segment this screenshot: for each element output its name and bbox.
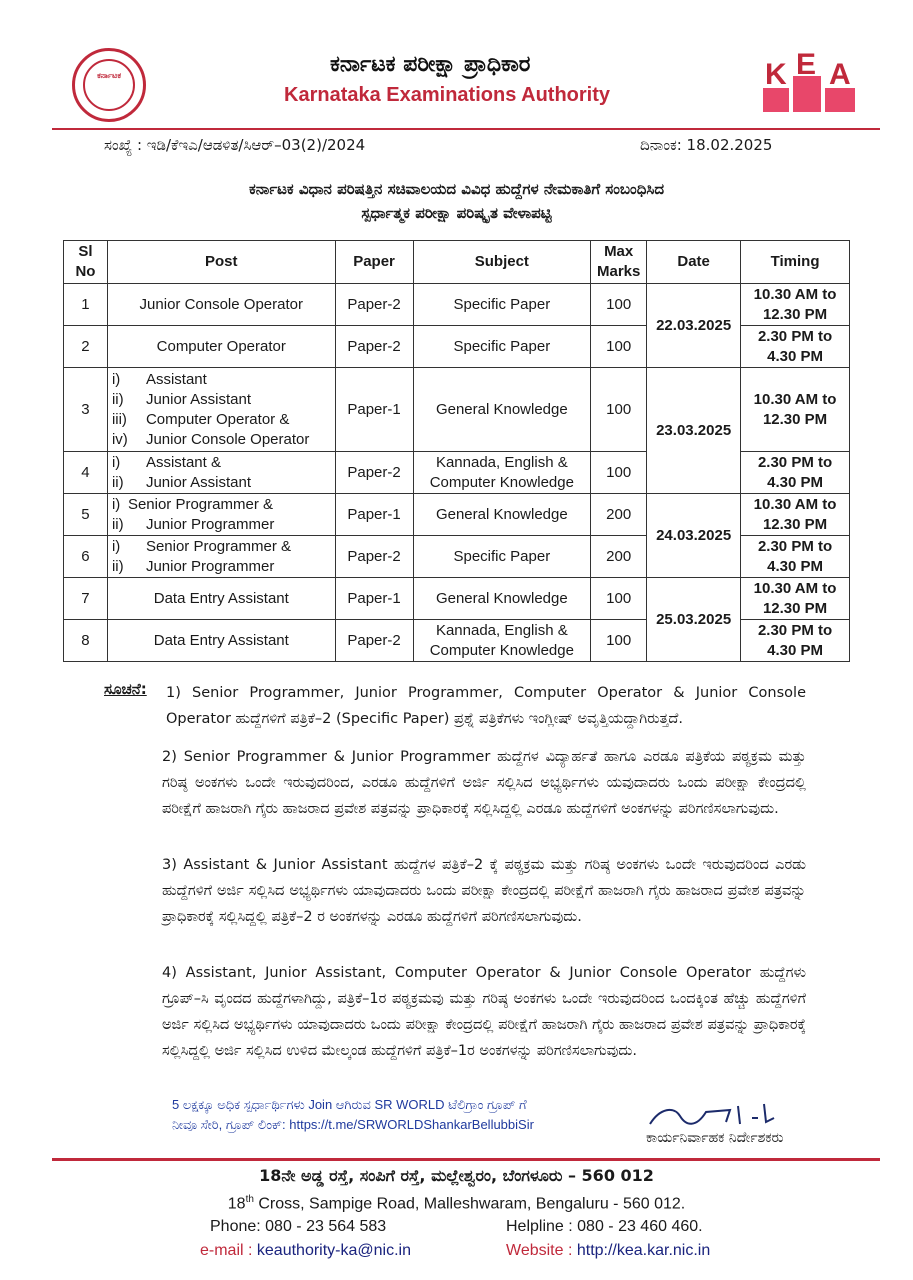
signatory-designation: ಕಾರ್ಯನಿರ್ವಾಹಕ ನಿರ್ದೇಶಕರು — [646, 1130, 784, 1146]
authority-title-kannada: ಕರ್ನಾಟಕ ಪರೀಕ್ಷಾ ಪ್ರಾಧಿಕಾರ — [330, 52, 531, 77]
table-row — [64, 368, 850, 452]
kea-logo — [763, 48, 855, 114]
table-row — [64, 284, 850, 326]
government-seal — [72, 48, 146, 122]
cell-post: Data Entry Assistant — [107, 578, 335, 620]
promo-line-1: 5 ಲಕ್ಷಕ್ಕೂ ಅಧಿಕ ಸ್ಪರ್ಧಾರ್ಥಿಗಳು Join ಆಗಿರುವ SR WORLD ಟೆಲಿಗ್ರಾಂ ಗ್ರೂಪ್ ಗೆ — [172, 1097, 527, 1112]
post-item-number: ii) — [111, 473, 124, 491]
logo-letter-a: A — [829, 58, 851, 91]
cell-marks: 100 — [591, 284, 647, 326]
cell-post — [107, 452, 335, 494]
post-item-number: ii) — [111, 557, 124, 575]
telegram-promo — [172, 1095, 642, 1135]
cell-sl: 6 — [64, 536, 108, 578]
cell-date: 24.03.2025 — [647, 494, 741, 578]
note-2-text: 2) Senior Programmer & Junior Programmer ಹುದ್ದೆಗಳ ವಿದ್ಯಾರ್ಹತೆ ಹಾಗೂ ಎರಡೂ ಪತ್ರಿಕೆಯ ಪಠ್ಯಕ್ರಮ ಮತ್ತು ಗರಿಷ್ಠ ಅಂಕಗಳು ಒಂದೇ ಇರುವುದರಿಂದ, ಎರಡೂ ಹುದ್ದೆಗಳಿಗೆ ಅರ್ಜಿ ಸಲ್ಲಿಸಿದ ಅಭ್ಯರ್ಥಿಗಳು ಯವುದಾದರು ಒಂದು ಪರೀಕ್ಷಾ ಕೇಂದ್ರದಲ್ಲಿ ಪರೀಕ್ಷೆಗೆ ಹಾಜರಾಗಿ ಗೈರು ಹಾಜರಾದ ಪ್ರವೇಶ ಪತ್ರವನ್ನು ಪ್ರಾಧಿಕಾರಕ್ಕೆ ಸಲ್ಲಿಸಿದ್ದಲ್ಲಿ ಎರಡೂ ಹುದ್ದೆಗಳಿಗೆ ಅಂಕಗಳನ್ನು ಪರಿಗಣಿಸಲಾಗುವುದು. — [162, 749, 806, 817]
email-link[interactable]: keauthority-ka@nic.in — [256, 1242, 411, 1259]
note-1-text: 1) Senior Programmer, Junior Programmer, Computer Operator & Junior Console Operator ಹುದ್ದೆಗಳಿಗೆ ಪತ್ರಿಕೆ–2 (Specific Paper) ಪ್ರಶ್ನೆ ಪತ್ರಿಕೆಗಳು ಇಂಗ್ಲೀಷ್ ಅವೃತ್ತಿಯದ್ದಾಗಿರುತ್ತದೆ. — [166, 685, 806, 727]
cell-sl: 8 — [64, 620, 108, 662]
seal-text: ಕರ್ನಾಟಕ — [97, 71, 121, 80]
cell-marks: 100 — [591, 452, 647, 494]
cell-date: 22.03.2025 — [647, 284, 741, 368]
logo-letter-k: K — [765, 58, 787, 91]
cell-marks: 100 — [591, 326, 647, 368]
post-item-text: Junior Assistant — [145, 390, 251, 408]
note-3-text: 3) Assistant & Junior Assistant ಹುದ್ದೆಗಳ ಪತ್ರಿಕೆ–2 ಕ್ಕೆ ಪಠ್ಯಕ್ರಮ ಮತ್ತು ಗರಿಷ್ಠ ಅಂಕಗಳು ಒಂದೇ ಇರುವುದರಿಂದ ಎರಡು ಹುದ್ದೆಗಳಿಗೆ ಅರ್ಜಿ ಸಲ್ಲಿಸಿದ ಅಭ್ಯರ್ಥಿಗಳು ಯಾವುದಾದರು ಒಂದು ಪರೀಕ್ಷಾ ಕೇಂದ್ರದಲ್ಲಿ ಪರೀಕ್ಷೆಗೆ ಹಾಜರಾಗಿ ಗೈರು ಹಾಜರಾದ ಪ್ರವೇಶ ಪತ್ರವನ್ನು ಪ್ರಾಧಿಕಾರಕ್ಕೆ ಸಲ್ಲಿಸಿದ್ದಲ್ಲಿ ಪತ್ರಿಕೆ–2 ರ ಅಂಕಗಳನ್ನು ಎರಡೂ ಹುದ್ದೆಗಳಿಗೆ ಪರಿಗಣಿಸಲಾಗುವುದು. — [162, 857, 806, 925]
post-item-text: Senior Programmer & — [127, 495, 273, 513]
header-paper: Paper — [335, 241, 413, 284]
reference-number: ಸಂಖ್ಯೆ : ಇಡಿ/ಕೆಇಎ/ಆಡಳಿತ/ಸಿಆರ್–03(2)/2024 — [104, 136, 366, 154]
cell-post — [107, 494, 335, 536]
document-date: ದಿನಾಂಕ: 18.02.2025 — [640, 136, 773, 154]
cell-sl: 1 — [64, 284, 108, 326]
address-ordinal: th — [245, 1194, 254, 1205]
address-number: 18 — [227, 1195, 246, 1213]
note-2 — [162, 744, 806, 822]
cell-subject: General Knowledge — [413, 368, 591, 452]
table-row — [64, 578, 850, 620]
post-item-number: ii) — [111, 515, 124, 533]
website-line — [506, 1242, 710, 1260]
post-item-number: iv) — [111, 430, 128, 448]
post-item-text: Junior Assistant — [145, 473, 251, 491]
footer-divider — [52, 1158, 880, 1161]
cell-subject: Kannada, English & Computer Knowledge — [413, 620, 591, 662]
header-timing: Timing — [741, 241, 850, 284]
header-subject: Subject — [413, 241, 591, 284]
cell-sl: 5 — [64, 494, 108, 536]
post-item-text: Assistant & — [145, 453, 221, 471]
cell-paper: Paper-2 — [335, 452, 413, 494]
post-item-text: Senior Programmer & — [145, 537, 291, 555]
cell-timing: 10.30 AM to 12.30 PM — [741, 578, 850, 620]
header-date: Date — [647, 241, 741, 284]
subject-line-2: ಸ್ಪರ್ಧಾತ್ಮಕ ಪರೀಕ್ಷಾ ಪರಿಷ್ಕೃತ ವೇಳಾಪಟ್ಟಿ — [361, 204, 552, 222]
cell-paper: Paper-2 — [335, 284, 413, 326]
cell-subject: General Knowledge — [413, 578, 591, 620]
cell-timing: 10.30 AM to 12.30 PM — [741, 284, 850, 326]
address-rest: Cross, Sampige Road, Malleshwaram, Bengaluru - 560 012. — [253, 1195, 686, 1213]
cell-subject: Specific Paper — [413, 326, 591, 368]
website-label: Website : — [506, 1242, 577, 1259]
cell-timing: 2.30 PM to 4.30 PM — [741, 452, 850, 494]
note-4-text: 4) Assistant, Junior Assistant, Computer Operator & Junior Console Operator ಹುದ್ದೆಗಳು ಗ್ರೂಪ್–ಸಿ ವೃಂದದ ಹುದ್ದೆಗಳಾಗಿದ್ದು, ಪತ್ರಿಕೆ–1ರ ಪಠ್ಯಕ್ರಮವು ಮತ್ತು ಗರಿಷ್ಠ ಅಂಕಗಳು ಒಂದೇ ಇರುವುದರಿಂದ ಒಂದಕ್ಕಿಂತ ಹೆಚ್ಚು ಹುದ್ದೆಗಳಿಗೆ ಅರ್ಜಿ ಸಲ್ಲಿಸಿದ ಅಭ್ಯರ್ಥಿಗಳು ಯಾವುದಾದರು ಒಂದು ಪರೀಕ್ಷಾ ಕೇಂದ್ರದಲ್ಲಿ ಪರೀಕ್ಷೆಗೆ ಹಾಜರಾಗಿ ಗೈರು ಹಾಜರಾದ ಪ್ರವೇಶ ಪತ್ರವನ್ನು ಪ್ರಾಧಿಕಾರಕ್ಕೆ ಸಲ್ಲಿಸಿದ್ದಲ್ಲಿ ಅರ್ಜಿ ಸಲ್ಲಿಸಿದ ಉಳಿದ ಮೇಲ್ಕಂಡ ಹುದ್ದೆಗಳಿಗೆ ಪತ್ರಿಕೆ–1ರ ಅಂಕಗಳನ್ನು ಪರಿಗಣಿಸಲಾಗುವುದು. — [162, 965, 806, 1059]
promo-line-2[interactable]: ನೀವೂ ಸೇರಿ, ಗ್ರೂಪ್ ಲಿಂಕ್: https://t.me/SRWORLDShankarBellubbiSir — [172, 1117, 534, 1132]
post-item-number: ii) — [111, 390, 124, 408]
cell-date: 23.03.2025 — [647, 368, 741, 494]
cell-date: 25.03.2025 — [647, 578, 741, 662]
cell-sl: 7 — [64, 578, 108, 620]
cell-timing: 2.30 PM to 4.30 PM — [741, 620, 850, 662]
cell-sl: 4 — [64, 452, 108, 494]
subject-line-1: ಕರ್ನಾಟಕ ವಿಧಾನ ಪರಿಷತ್ತಿನ ಸಚಿವಾಲಯದ ವಿವಿಧ ಹುದ್ದೆಗಳ ನೇಮಕಾತಿಗೆ ಸಂಬಂಧಿಸಿದ — [248, 180, 665, 198]
cell-marks: 100 — [591, 368, 647, 452]
authority-title-english: Karnataka Examinations Authority — [284, 84, 611, 106]
cell-timing: 10.30 AM to 12.30 PM — [741, 368, 850, 452]
header-post: Post — [107, 241, 335, 284]
signature-image — [640, 1098, 790, 1132]
header-marks: Max Marks — [591, 241, 647, 284]
post-item-number: i) — [111, 370, 121, 388]
cell-subject: Specific Paper — [413, 284, 591, 326]
post-item-number: i) — [111, 453, 121, 471]
address-kannada: 18ನೇ ಅಡ್ಡ ರಸ್ತೆ, ಸಂಪಿಗೆ ರಸ್ತೆ, ಮಲ್ಲೇಶ್ವರಂ, ಬೆಂಗಳೂರು – 560 012 — [259, 1166, 654, 1185]
cell-paper: Paper-1 — [335, 494, 413, 536]
cell-subject: Specific Paper — [413, 536, 591, 578]
post-item-text: Junior Console Operator — [145, 430, 310, 448]
helpline-number: Helpline : 080 - 23 460 460. — [506, 1218, 703, 1235]
notes-label: ಸೂಚನೆ: — [104, 680, 147, 698]
cell-marks: 100 — [591, 620, 647, 662]
cell-post — [107, 536, 335, 578]
cell-subject: General Knowledge — [413, 494, 591, 536]
cell-timing: 2.30 PM to 4.30 PM — [741, 536, 850, 578]
cell-paper: Paper-1 — [335, 578, 413, 620]
cell-post: Computer Operator — [107, 326, 335, 368]
cell-post — [107, 368, 335, 452]
post-item-text: Computer Operator & — [145, 410, 290, 428]
table-row — [64, 494, 850, 536]
post-item-text: Assistant — [145, 370, 207, 388]
table-header-row — [64, 241, 850, 284]
cell-post: Data Entry Assistant — [107, 620, 335, 662]
cell-marks: 200 — [591, 536, 647, 578]
logo-letter-e: E — [796, 48, 817, 81]
cell-post: Junior Console Operator — [107, 284, 335, 326]
exam-schedule-table — [63, 240, 850, 662]
phone-number: Phone: 080 - 23 564 583 — [210, 1218, 387, 1235]
note-1 — [166, 680, 806, 732]
post-item-number: iii) — [111, 410, 127, 428]
cell-timing: 10.30 AM to 12.30 PM — [741, 494, 850, 536]
cell-paper: Paper-2 — [335, 326, 413, 368]
cell-paper: Paper-2 — [335, 536, 413, 578]
post-item-text: Junior Programmer — [145, 515, 275, 533]
post-item-text: Junior Programmer — [145, 557, 275, 575]
header-sl: Sl No — [64, 241, 108, 284]
address-english — [0, 1194, 913, 1213]
cell-timing: 2.30 PM to 4.30 PM — [741, 326, 850, 368]
cell-paper: Paper-1 — [335, 368, 413, 452]
cell-sl: 3 — [64, 368, 108, 452]
email-line — [200, 1242, 411, 1260]
website-link[interactable]: http://kea.kar.nic.in — [576, 1242, 711, 1259]
cell-sl: 2 — [64, 326, 108, 368]
post-item-number: i) — [111, 537, 121, 555]
cell-marks: 200 — [591, 494, 647, 536]
cell-marks: 100 — [591, 578, 647, 620]
email-label: e-mail : — [200, 1242, 257, 1259]
note-3 — [162, 852, 806, 930]
header-divider — [52, 128, 880, 130]
post-item-number: i) — [111, 495, 121, 513]
cell-subject: Kannada, English & Computer Knowledge — [413, 452, 591, 494]
cell-paper: Paper-2 — [335, 620, 413, 662]
note-4 — [162, 960, 806, 1064]
